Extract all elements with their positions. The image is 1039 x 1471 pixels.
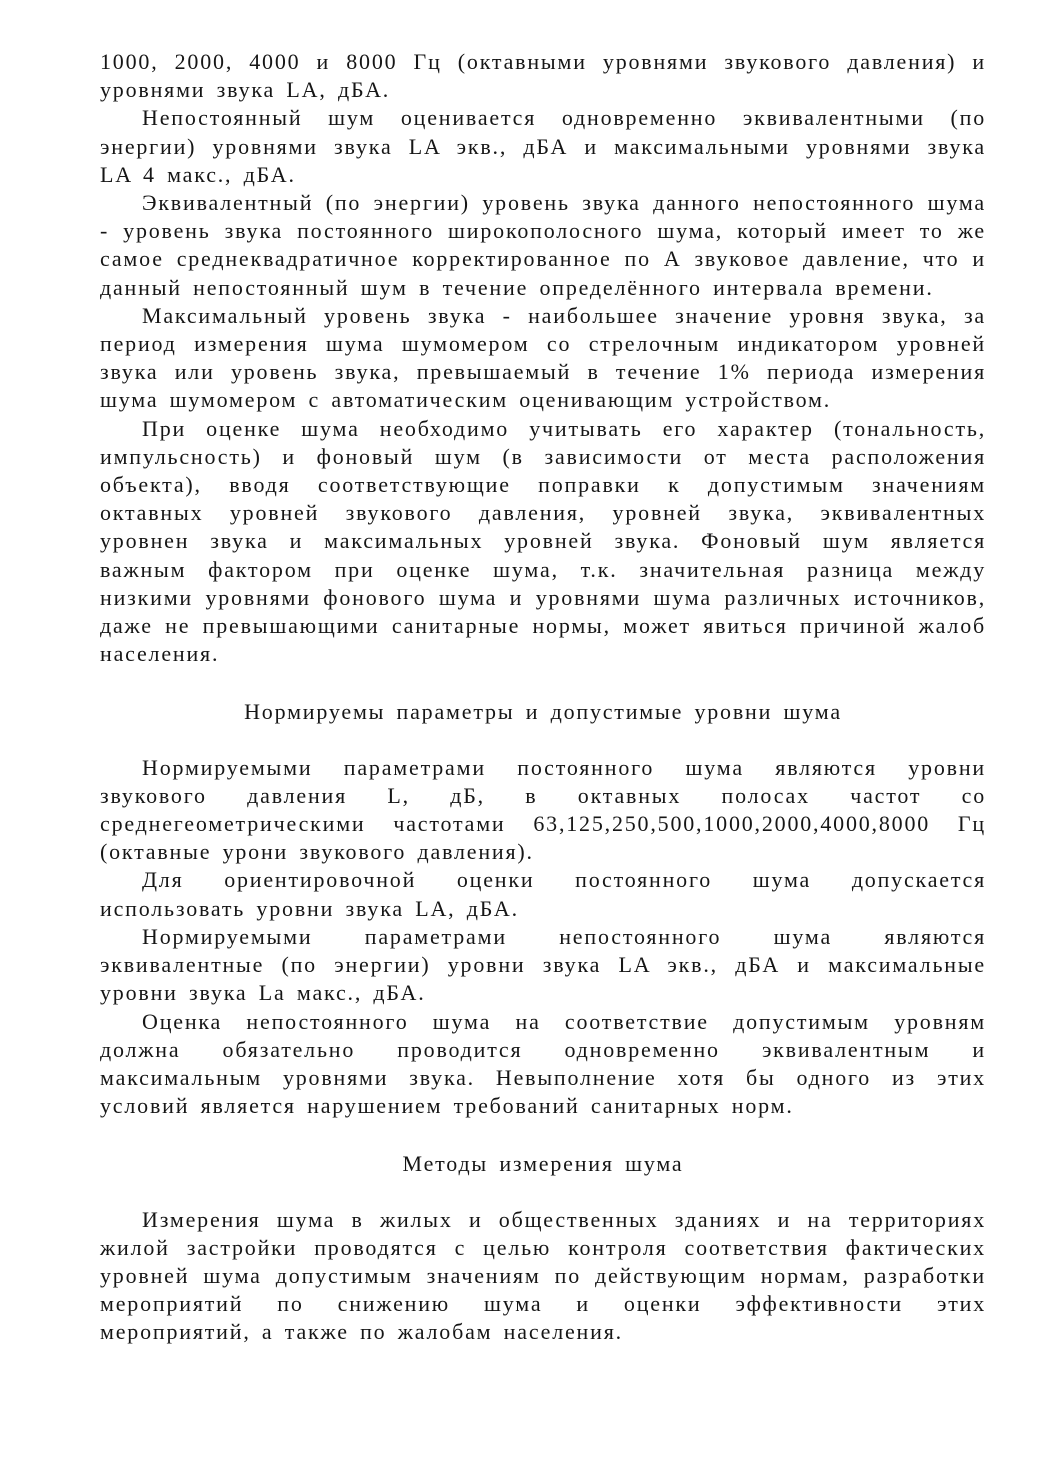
- spacer: [100, 668, 986, 698]
- spacer: [100, 727, 986, 754]
- paragraph-intro-4: Максимальный уровень звука - наибольшее значение уровня звука, за период измерения шума шумомером со стрелочным индикатором уровней звука или уровень звука, превышаемый в течение 1% периода измерения шума шумомером с автоматическим оценивающим устройством.: [100, 302, 986, 413]
- paragraph-intro-2: Непостоянный шум оценивается одновременно эквивалентными (по энергии) уровнями звука LA экв., дБА и максимальными уровнями звука LA 4 макс., дБА.: [100, 105, 986, 187]
- spacer: [100, 1179, 986, 1206]
- document-page: [100, 48, 986, 1347]
- paragraph-intro-3: Эквивалентный (по энергии) уровень звука данного непостоянного шума - уровень звука постоянного широкополосного шума, который имеет то же самое среднеквадратичное корректированное по А звуковое давление, что и данный непостоянный шум в течение определённого интервала времени.: [100, 190, 986, 300]
- spacer: [100, 1120, 986, 1150]
- paragraph-norms-1: Нормируемыми параметрами постоянного шума являются уровни звукового давления L, дБ, в октавных полосах частот со среднегеометрическими частотами 63,125,250,500,1000,2000,4000,8000 Гц (октавные урони звукового давления).: [100, 754, 986, 865]
- paragraph-norms-4: Оценка непостоянного шума на соответствие допустимым уровням должна обязательно проводится одновременно эквивалентным и максимальным уровнями звука. Невыполнение хотя бы одного из этих условий является нарушением требований санитарных норм.: [100, 1008, 986, 1119]
- section-heading-norms: Нормируемы параметры и допустимые уровни шума: [244, 699, 842, 725]
- paragraph-norms-3: Нормируемыми параметрами непостоянного шума являются эквивалентные (по энергии) уровни звука LA экв., дБА и максимальные уровни звука La макс., дБА.: [100, 923, 986, 1006]
- paragraph-norms-2: Для ориентировочной оценки постоянного шума допускается использовать уровни звука LA, дБА.: [100, 867, 986, 921]
- paragraph-intro-5: При оценке шума необходимо учитывать его характер (тональность, импульсность) и фоновый шум (в зависимости от места расположения объекта), вводя соответствующие поправки к допустимым значениям октавных уровней звукового давления, уровней звука, эквивалентных уровнен звука и максимальных уровней звука. Фоновый шум является важным фактором при оценке шума, т.к. значительная разница между низкими уровнями фонового шума и уровнями шума различных источников, даже не превышающими санитарные нормы, может явиться причиной жалоб населения.: [100, 415, 986, 667]
- paragraph-methods-1: Измерения шума в жилых и общественных зданиях и на территориях жилой застройки проводятся с целью контроля соответствия фактических уровней шума допустимым значениям по действующим нормам, разработки мероприятий по снижению шума и оценки эффективности этих мероприятий, а также по жалобам населения.: [100, 1206, 986, 1345]
- paragraph-intro-1: 1000, 2000, 4000 и 8000 Гц (октавными уровнями звукового давления) и уровнями звука LA, дБА.: [100, 49, 986, 103]
- section-heading-methods: Методы измерения шума: [402, 1151, 684, 1177]
